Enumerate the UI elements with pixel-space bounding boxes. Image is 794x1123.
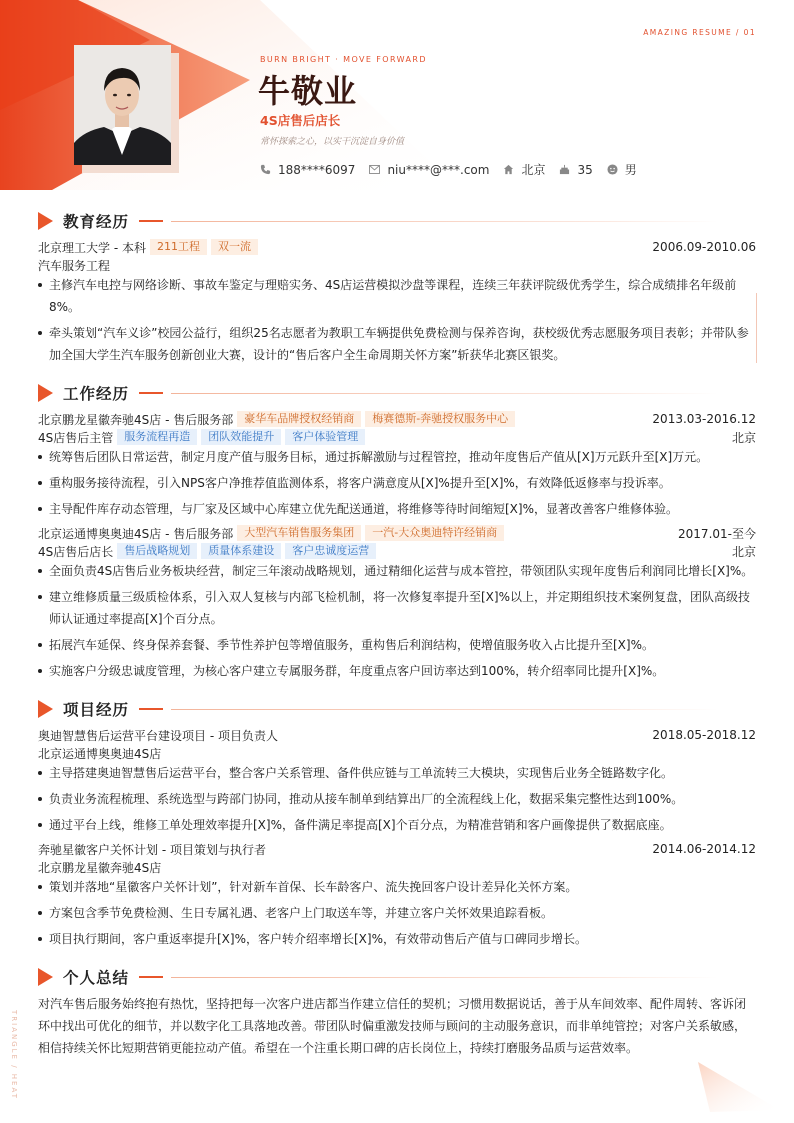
section-title: 教育经历 (63, 213, 130, 231)
project-period: 2014.06-2014.12 (652, 842, 756, 856)
section-work-header (38, 383, 718, 403)
section-dash (139, 708, 163, 710)
list-item: 主修汽车电控与网络诊断、事故车鉴定与理赔实务、4S店运营模拟沙盘等课程，连续三年获评院级优秀学生，综合成绩排名年级前8%。 (38, 274, 756, 318)
list-item: 统筹售后团队日常运营，制定月度产值与服务目标，通过拆解激励与过程管控，推动年度售后产值从[X]万元跃升至[X]万元。 (38, 446, 756, 468)
section-triangle-icon (38, 700, 53, 718)
job-position-row (38, 543, 756, 559)
section-rule (171, 221, 718, 222)
project-row (38, 727, 756, 743)
cake-icon (559, 164, 570, 175)
gender-text: 男 (624, 163, 637, 177)
skill-tag: 客户忠诚度运营 (285, 543, 376, 559)
company-tag: 一汽-大众奥迪特许经销商 (365, 525, 504, 541)
project-org-row (38, 745, 756, 761)
contact-gender (607, 161, 637, 178)
education-row (38, 239, 756, 255)
company-tag: 梅赛德斯-奔驰授权服务中心 (365, 411, 515, 427)
position: 4S店售后主管 (38, 430, 114, 445)
job-period: 2017.01-至今 (678, 526, 756, 541)
list-item: 牵头策划“汽车义诊”校园公益行，组织25名志愿者为教职工车辆提供免费检测与保养咨询，获校级优秀志愿服务项目表彰；并带队参加全国大学生汽车服务创新创业大赛，设计的“售后客户全生命周期关怀方案”斩获华北赛区银奖。 (38, 322, 756, 366)
section-rule (171, 393, 718, 394)
section-title: 工作经历 (63, 385, 130, 403)
company-name: 北京运通博奥奥迪4S店 - 售后服务部 (38, 526, 234, 541)
job-company-row (38, 525, 756, 541)
education-period: 2006.09-2010.06 (652, 240, 756, 254)
contact-email (369, 163, 489, 177)
project-period: 2018.05-2018.12 (652, 728, 756, 742)
home-icon (503, 164, 514, 175)
job-location: 北京 (731, 544, 756, 559)
list-item: 拓展汽车延保、终身保养套餐、季节性养护包等增值服务，重构售后利润结构，使增值服务收入占比提升至[X]%。 (38, 634, 756, 656)
job-period: 2013.03-2016.12 (652, 412, 756, 426)
section-dash (139, 220, 163, 222)
list-item: 主导配件库存动态管理，与厂家及区域中心库建立优先配送通道，将维修等待时间缩短[X]%，显著改善客户维修体验。 (38, 498, 756, 520)
skill-tag: 质量体系建设 (201, 543, 281, 559)
corner-tag: AMAZING RESUME / 01 (643, 28, 756, 37)
list-item: 通过平台上线，维修工单处理效率提升[X]%，备件满足率提高[X]个百分点，为精准营销和客户画像提供了数据底座。 (38, 814, 756, 836)
school-tag: 211工程 (150, 239, 207, 255)
major: 汽车服务工程 (38, 258, 111, 273)
skill-tag: 售后战略规划 (117, 543, 197, 559)
section-triangle-icon (38, 212, 53, 230)
school-tag: 双一流 (211, 239, 258, 255)
section-title: 个人总结 (63, 969, 130, 987)
profile-photo (74, 45, 171, 165)
footer-triangle-decoration (690, 1060, 790, 1115)
major-row (38, 257, 756, 273)
list-item: 建立维修质量三级质检体系，引入双人复核与内部飞检机制，将一次修复率提升至[X]%以上，并定期组织技术案例复盘，团队高级技师认证通过率提高[X]个百分点。 (38, 586, 756, 630)
phone-icon (260, 164, 271, 175)
section-education-header (38, 211, 718, 231)
job-location: 北京 (731, 430, 756, 445)
section-rule (171, 977, 718, 978)
project-org: 北京运通博奥奥迪4S店 (38, 746, 162, 761)
project-name: 奥迪智慧售后运营平台建设项目 - 项目负责人 (38, 728, 278, 743)
section-title: 项目经历 (63, 701, 130, 719)
list-item: 重构服务接待流程，引入NPS客户净推荐值监测体系，将客户满意度从[X]%提升至[X]%，有效降低返修率与投诉率。 (38, 472, 756, 494)
summary-text: 对汽车售后服务始终抱有热忱，坚持把每一次客户进店都当作建立信任的契机；习惯用数据说话，善于从车间效率、配件周转、客诉闭环中找出可优化的细节，并以数字化工具落地改善。带团队时偏重激发技师与顾问的主动服务意识，而非单纯管控；对客户关系敏感，相信持续关怀比短期营销更能拉动产值。希望在一个注重长期口碑的店长岗位上，持续打磨服务品质与运营效率。 (38, 997, 747, 1055)
contact-bar (260, 161, 651, 178)
skill-tag: 团队效能提升 (201, 429, 281, 445)
company-tag: 豪华车品牌授权经销商 (237, 411, 361, 427)
section-dash (139, 976, 163, 978)
list-item: 实施客户分级忠诚度管理，为核心客户建立专属服务群，年度重点客户回访率达到100%，转介绍率同比提升[X]%。 (38, 660, 756, 682)
job-company-row (38, 411, 756, 427)
skill-tag: 服务流程再造 (117, 429, 197, 445)
margin-accent-line (756, 293, 757, 363)
list-item: 主导搭建奥迪智慧售后运营平台，整合客户关系管理、备件供应链与工单流转三大模块，实现售后业务全链路数字化。 (38, 762, 756, 784)
target-role: 4S店售后店长 (260, 113, 341, 128)
position: 4S店售后店长 (38, 544, 114, 559)
section-summary-header (38, 967, 718, 987)
list-item: 方案包含季节免费检测、生日专属礼遇、老客户上门取送车等，并建立客户关怀效果追踪看板。 (38, 902, 756, 924)
email-text: niu****@***.com (387, 162, 490, 177)
slogan: 常怀探索之心，以实干沉淀自身价值 (260, 137, 405, 147)
skill-tag: 客户体验管理 (285, 429, 365, 445)
city-text: 北京 (521, 163, 546, 177)
section-rule (171, 709, 718, 710)
phone-text: 188****6097 (278, 162, 356, 177)
side-mark: TRIANGLE / HEAT (10, 1010, 18, 1100)
company-name: 北京鹏龙星徽奔驰4S店 - 售后服务部 (38, 412, 234, 427)
project-org-row (38, 859, 756, 875)
list-item: 策划并落地“星徽客户关怀计划”，针对新车首保、长车龄客户、流失挽回客户设计差异化关怀方案。 (38, 876, 756, 898)
list-item: 全面负责4S店售后业务板块经营，制定三年滚动战略规划，通过精细化运营与成本管控，带领团队实现年度售后利润同比增长[X]%。 (38, 560, 756, 582)
contact-phone (260, 163, 355, 177)
section-triangle-icon (38, 968, 53, 986)
candidate-name: 牛敬业 (258, 72, 358, 110)
contact-age (559, 163, 592, 177)
project-org: 北京鹏龙星徽奔驰4S店 (38, 860, 162, 875)
section-dash (139, 392, 163, 394)
job-position-row (38, 429, 756, 445)
section-triangle-icon (38, 384, 53, 402)
list-item: 项目执行期间，客户重返率提升[X]%，客户转介绍率增长[X]%，有效带动售后产值与口碑同步增长。 (38, 928, 756, 950)
list-item: 负责业务流程梳理、系统选型与跨部门协同，推动从接车制单到结算出厂的全流程线上化，数据采集完整性达到100%。 (38, 788, 756, 810)
contact-city (503, 161, 545, 178)
mail-icon (369, 165, 380, 174)
project-name: 奔驰星徽客户关怀计划 - 项目策划与执行者 (38, 842, 266, 857)
age-text: 35 (577, 162, 593, 177)
person-icon (607, 164, 618, 175)
project-row (38, 841, 756, 857)
section-projects-header (38, 699, 718, 719)
motto: BURN BRIGHT · MOVE FORWARD (260, 55, 427, 64)
company-tag: 大型汽车销售服务集团 (237, 525, 361, 541)
school-name: 北京理工大学 - 本科 (38, 240, 146, 255)
